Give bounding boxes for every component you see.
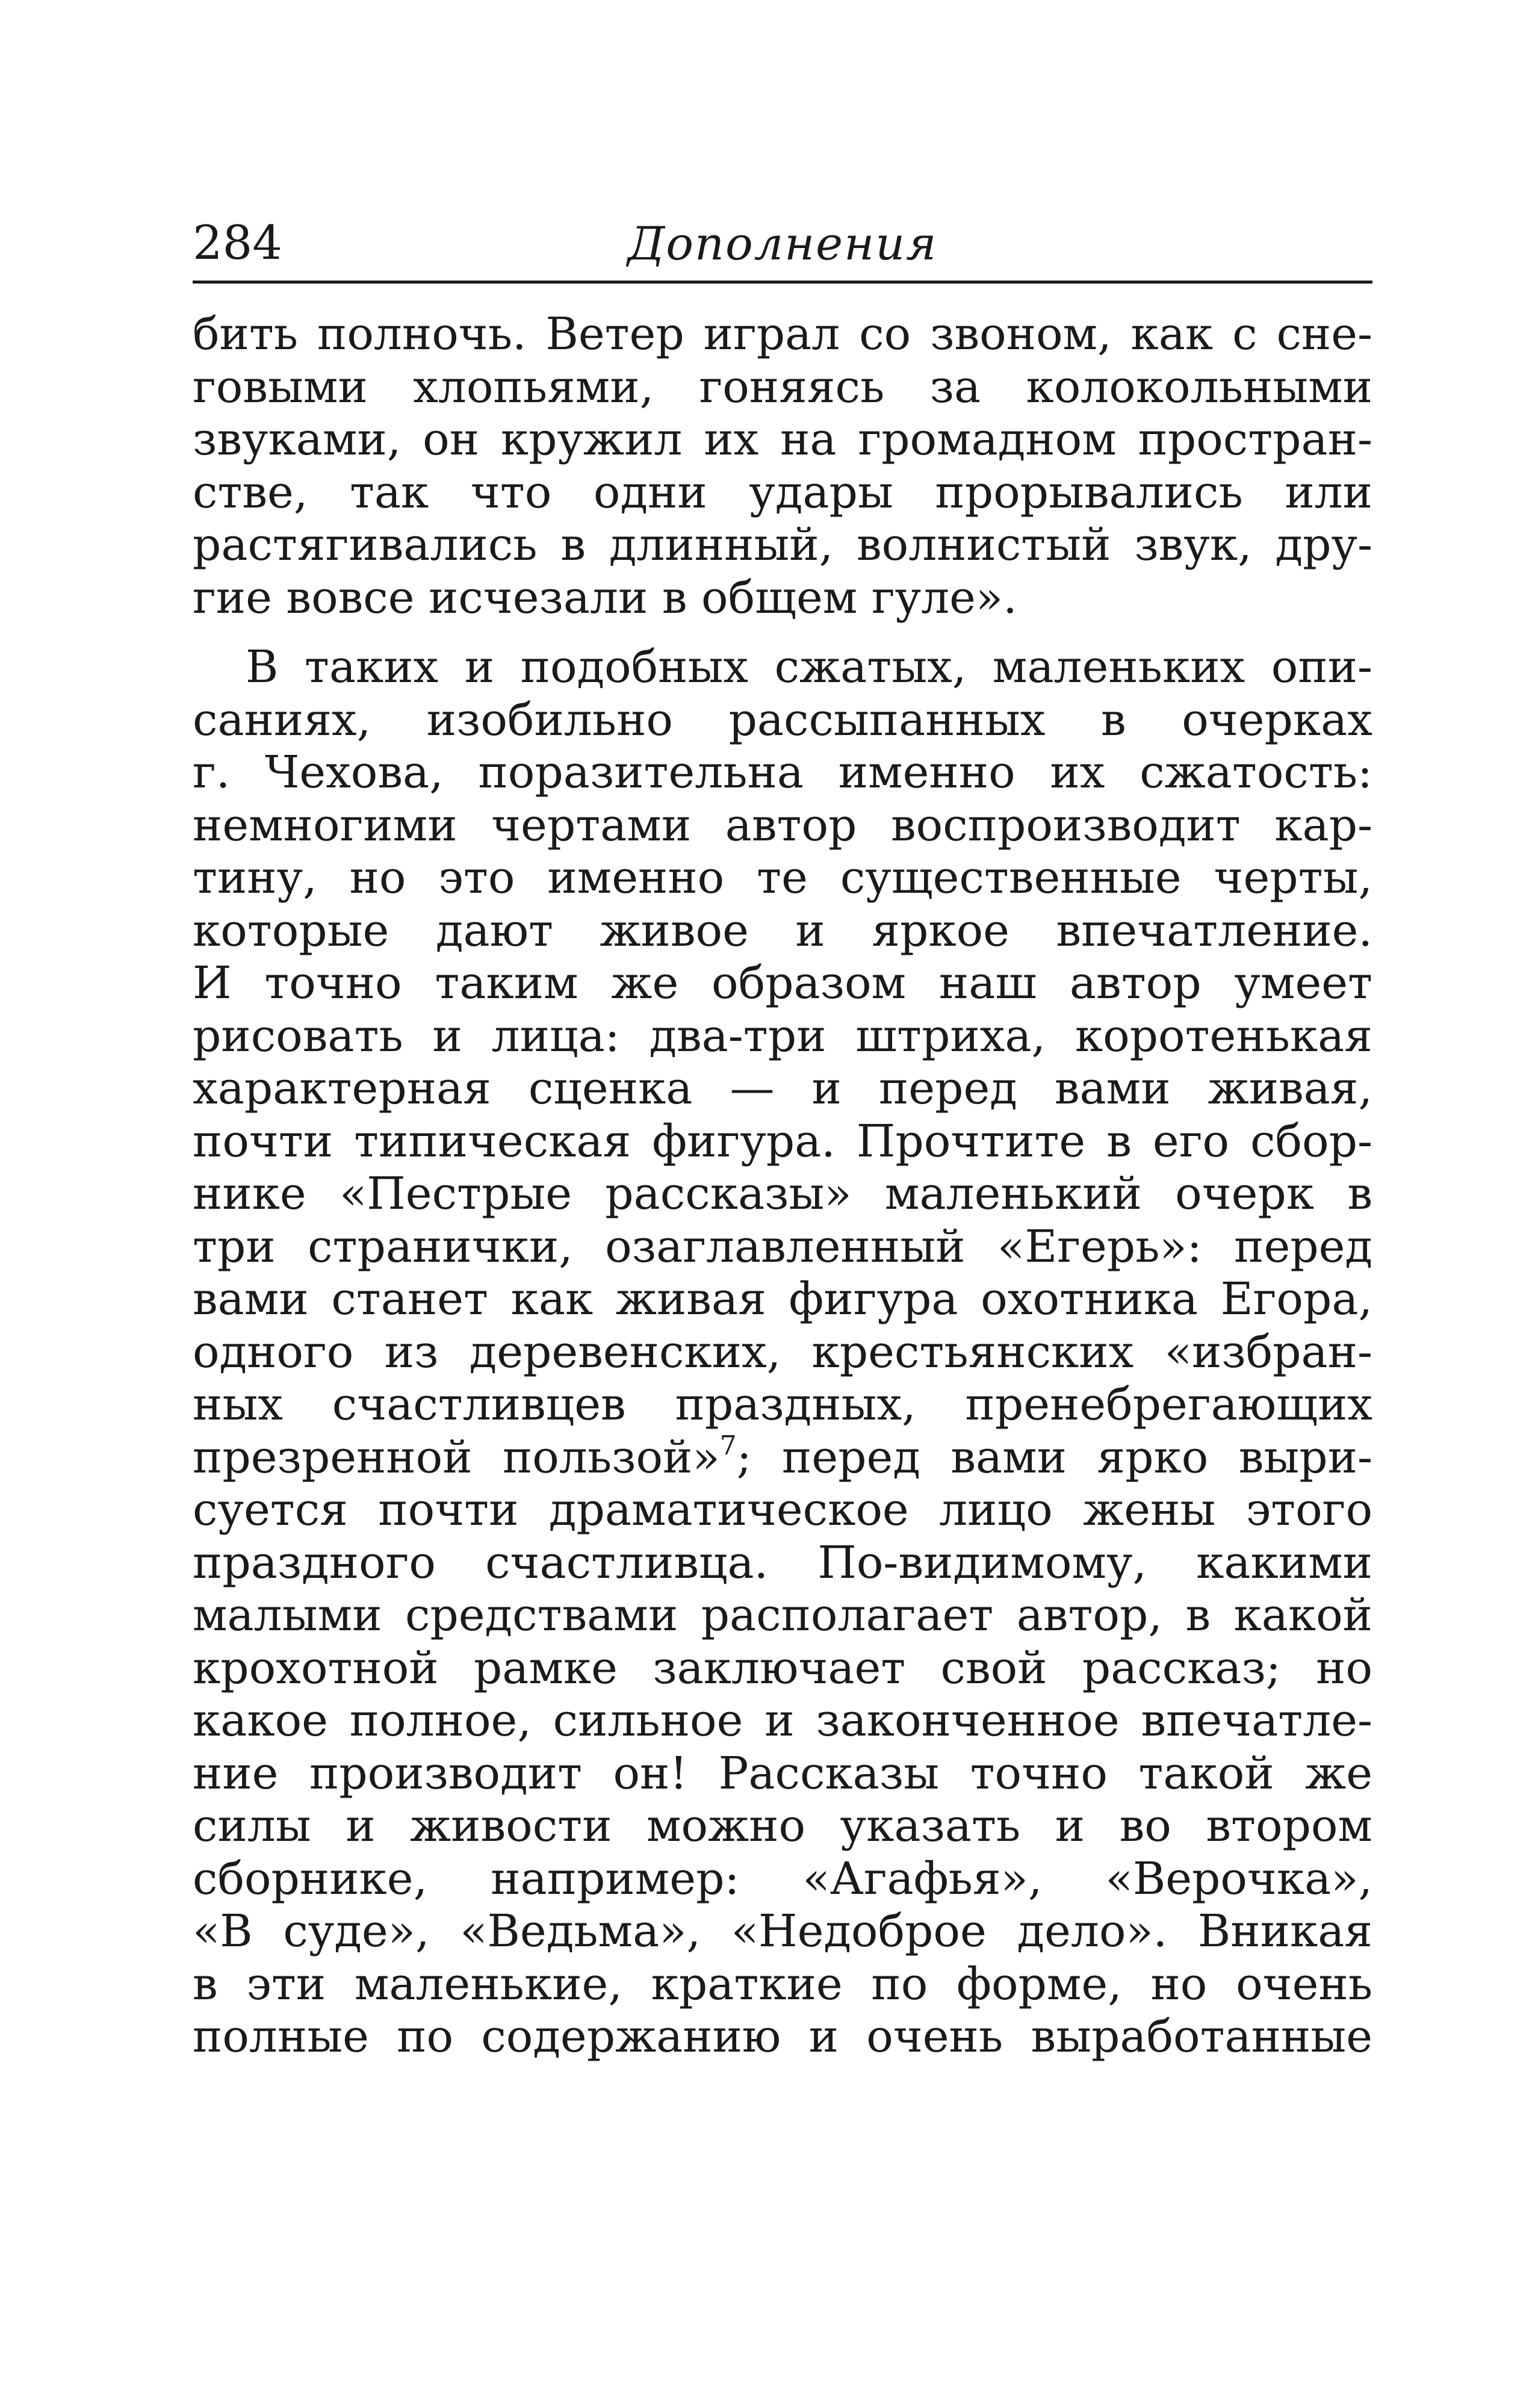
text-line: суется почти драматическое лицо жены этого (193, 1484, 1372, 1536)
page-number: 284 (193, 216, 282, 270)
text-line: силы и живости можно указать и во втором (193, 1800, 1372, 1852)
text-line: полные по содержанию и очень выработанные (193, 2011, 1372, 2062)
text-line: малыми средствами располагает автор, в какой (193, 1589, 1372, 1641)
footnote-reference: 7 (719, 1430, 737, 1461)
text-line: В таких и подобных сжатых, маленьких опи- (246, 641, 1372, 693)
text-line: ных счастливцев праздных, пренебрегающих (193, 1379, 1372, 1430)
footnote-line-end: ; перед вами ярко выри- (736, 1431, 1372, 1483)
text-line: одного из деревенских, крестьянских «избран- (193, 1326, 1372, 1378)
text-line: «В суде», «Ведьма», «Недоброе дело». Вникая (193, 1905, 1372, 1957)
text-line: растягивались в длинный, волнистый звук, дру- (193, 519, 1372, 571)
text-line: тину, но это именно те существенные черты, (193, 852, 1372, 904)
page-header (193, 214, 1372, 280)
text-line: звуками, он кружил их на громадном простран- (193, 414, 1372, 465)
paragraph-gap (193, 624, 1372, 641)
text-line: немногими чертами автор воспроизводит кар- (193, 799, 1372, 851)
text-line: ние производит он! Рассказы точно такой же (193, 1747, 1372, 1799)
text-line: говыми хлопьями, гоняясь за колокольными (193, 361, 1372, 413)
header-rule (193, 281, 1372, 284)
text-line: сборнике, например: «Агафья», «Верочка», (193, 1852, 1372, 1905)
text-line: рисовать и лица: два-три штриха, коротенькая (193, 1010, 1372, 1062)
text-line-with-footnote (193, 1432, 1372, 1485)
text-line: праздного счастливца. По-видимому, какими (193, 1536, 1372, 1589)
text-line: три странички, озаглавленный «Егерь»: перед (193, 1220, 1372, 1273)
text-line: гие вовсе исчезали в общем гуле». (193, 571, 1017, 624)
text-line: бить полночь. Ветер играл со звоном, как с сне- (193, 308, 1372, 360)
body-text (193, 308, 1372, 2064)
text-line: какое полное, сильное и законченное впечатле- (193, 1695, 1372, 1746)
text-line: нике «Пестрые рассказы» маленький очерк в (193, 1168, 1372, 1220)
text-line: которые дают живое и яркое впечатление. (193, 904, 1372, 957)
footnote-line-start: презренной пользой» (193, 1431, 720, 1483)
text-line: в эти маленькие, краткие по форме, но очень (193, 1958, 1372, 2010)
text-line: крохотной рамке заключает свой рассказ; но (193, 1642, 1372, 1694)
text-line: почти типическая фигура. Прочтите в его сбор- (193, 1115, 1372, 1167)
text-line: г. Чехова, поразительна именно их сжатость: (193, 746, 1372, 798)
text-line: саниях, изобильно рассыпанных в очерках (193, 694, 1372, 746)
text-line: характерная сценка — и перед вами живая, (193, 1063, 1372, 1114)
running-title: Дополнения (627, 217, 938, 270)
text-line: вами станет как живая фигура охотника Егора, (193, 1273, 1372, 1325)
text-line: И точно таким же образом наш автор умеет (193, 957, 1372, 1009)
text-line: стве, так что одни удары прорывались или (193, 466, 1372, 518)
